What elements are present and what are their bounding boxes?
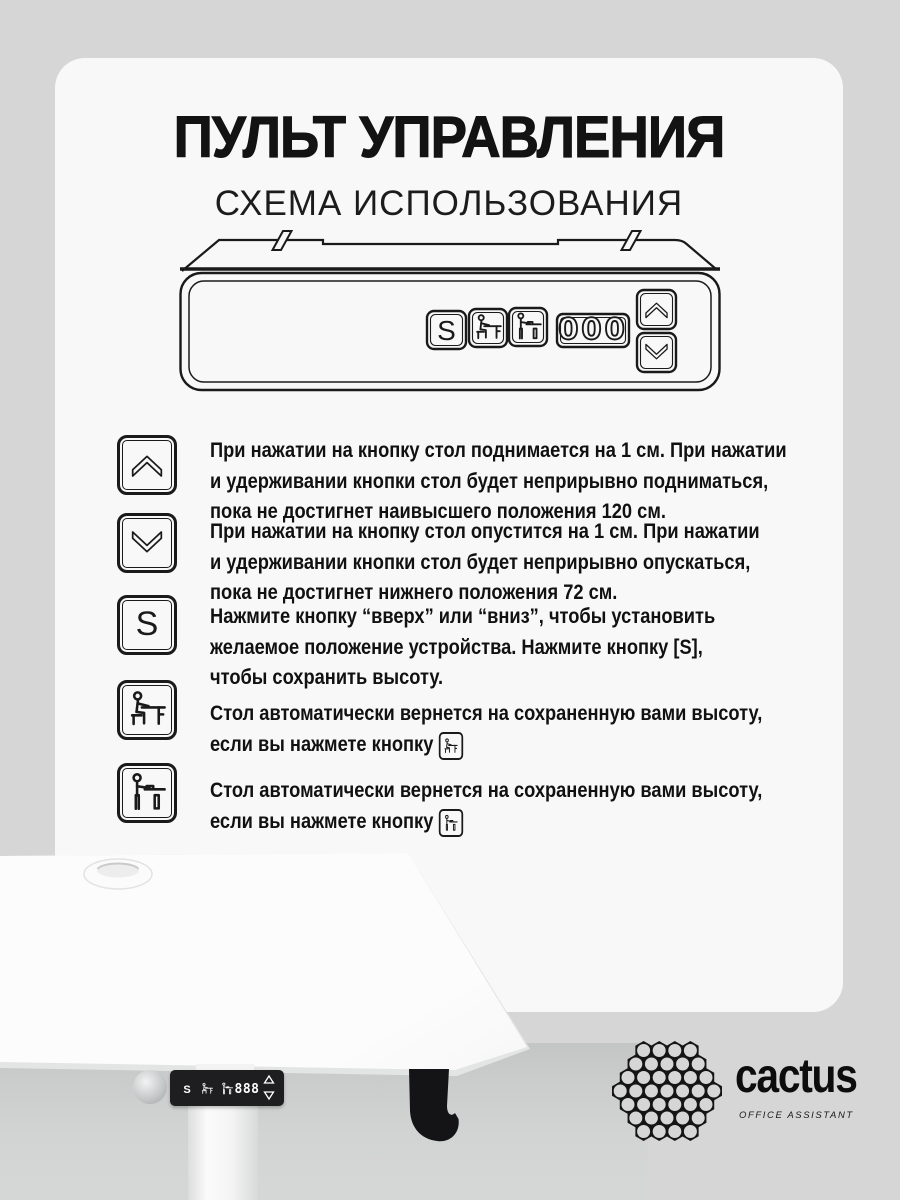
- instruction-row-stand: [117, 763, 900, 837]
- down-button: [637, 333, 676, 372]
- photo-display-value: 888: [234, 1082, 260, 1097]
- sit-preset-button-icon: [117, 680, 177, 740]
- sit-person-glyph: [125, 688, 169, 732]
- chevron-up-icon: [646, 303, 667, 317]
- chevron-up-button-icon: [117, 435, 177, 495]
- cable-grommet: [82, 855, 154, 893]
- sit-preset-icon: [477, 315, 501, 338]
- photo-sit-button-icon: [202, 1083, 212, 1093]
- photo-stand-button-icon: [223, 1083, 233, 1094]
- page-subtitle: СХЕМА ИСПОЛЬЗОВАНИЯ: [214, 184, 684, 223]
- chevron-down-glyph: [126, 522, 168, 564]
- stand-preset-button: [509, 308, 547, 346]
- instruction-row-sit: [117, 680, 900, 760]
- control-panel-illustration: [175, 228, 725, 400]
- display-value: 000: [558, 312, 628, 346]
- photo-panel-controls: [170, 1070, 284, 1106]
- save-button-icon: [117, 595, 177, 655]
- desk-photo: [0, 843, 648, 1200]
- instruction-text: Стол автоматически вернется на сохраненную вами высоту, если вы нажмете кнопку: [210, 699, 836, 760]
- instruction-text: При нажатии на кнопку стол поднимается на 1 см. При нажатии и удерживании кнопки стол будет неприрывно подниматься, пока не достигнет наивысшего положения 120 см.: [210, 439, 787, 523]
- stand-preset-icon: [518, 313, 541, 338]
- brand-tagline: OFFICE ASSISTANT: [739, 1110, 854, 1121]
- stand-person-glyph: [125, 771, 169, 815]
- photo-control-panel: [170, 1070, 284, 1106]
- sit-preset-button: [469, 309, 507, 347]
- panel-top-face: [182, 240, 716, 271]
- instruction-text: При нажатии на кнопку стол опустится на 1 см. При нажатии и удерживании кнопки стол будет неприрывно опускаться, пока не достигнет нижнего положения 72 см.: [210, 520, 760, 604]
- desk-leg: [188, 1105, 258, 1200]
- instruction-text: Нажмите кнопку “вверх” или “вниз”, чтобы установить желаемое положение устройства. Нажмите кнопку [S], чтобы сохранить высоту.: [210, 605, 716, 689]
- cable-winder: [133, 1070, 167, 1104]
- chevron-down-icon: [646, 344, 667, 358]
- stand-preset-button-icon: [439, 809, 463, 837]
- logo-honeycomb: [612, 1038, 722, 1148]
- sit-person-glyph: [442, 737, 459, 756]
- instruction-text: Стол автоматически вернется на сохраненную вами высоту, если вы нажмете кнопку: [210, 776, 836, 837]
- brand-name: cactus: [735, 1050, 857, 1103]
- chevron-down-button-icon: [117, 513, 177, 573]
- headphone-hook: [400, 1069, 464, 1153]
- chevron-up-glyph: [126, 444, 168, 486]
- instruction-row-save: [117, 595, 900, 694]
- sit-preset-button-icon: [439, 732, 463, 760]
- save-key-letter: S: [135, 605, 159, 643]
- save-button-label: S: [437, 315, 456, 346]
- page-title: ПУЛЬТ УПРАВЛЕНИЯ: [173, 105, 725, 170]
- photo-down-button-icon: [265, 1092, 274, 1099]
- up-button: [637, 290, 676, 329]
- photo-up-button-icon: [265, 1076, 274, 1083]
- photo-save-button: S: [183, 1084, 191, 1096]
- stand-person-glyph: [442, 814, 459, 833]
- stand-preset-button-icon: [117, 763, 177, 823]
